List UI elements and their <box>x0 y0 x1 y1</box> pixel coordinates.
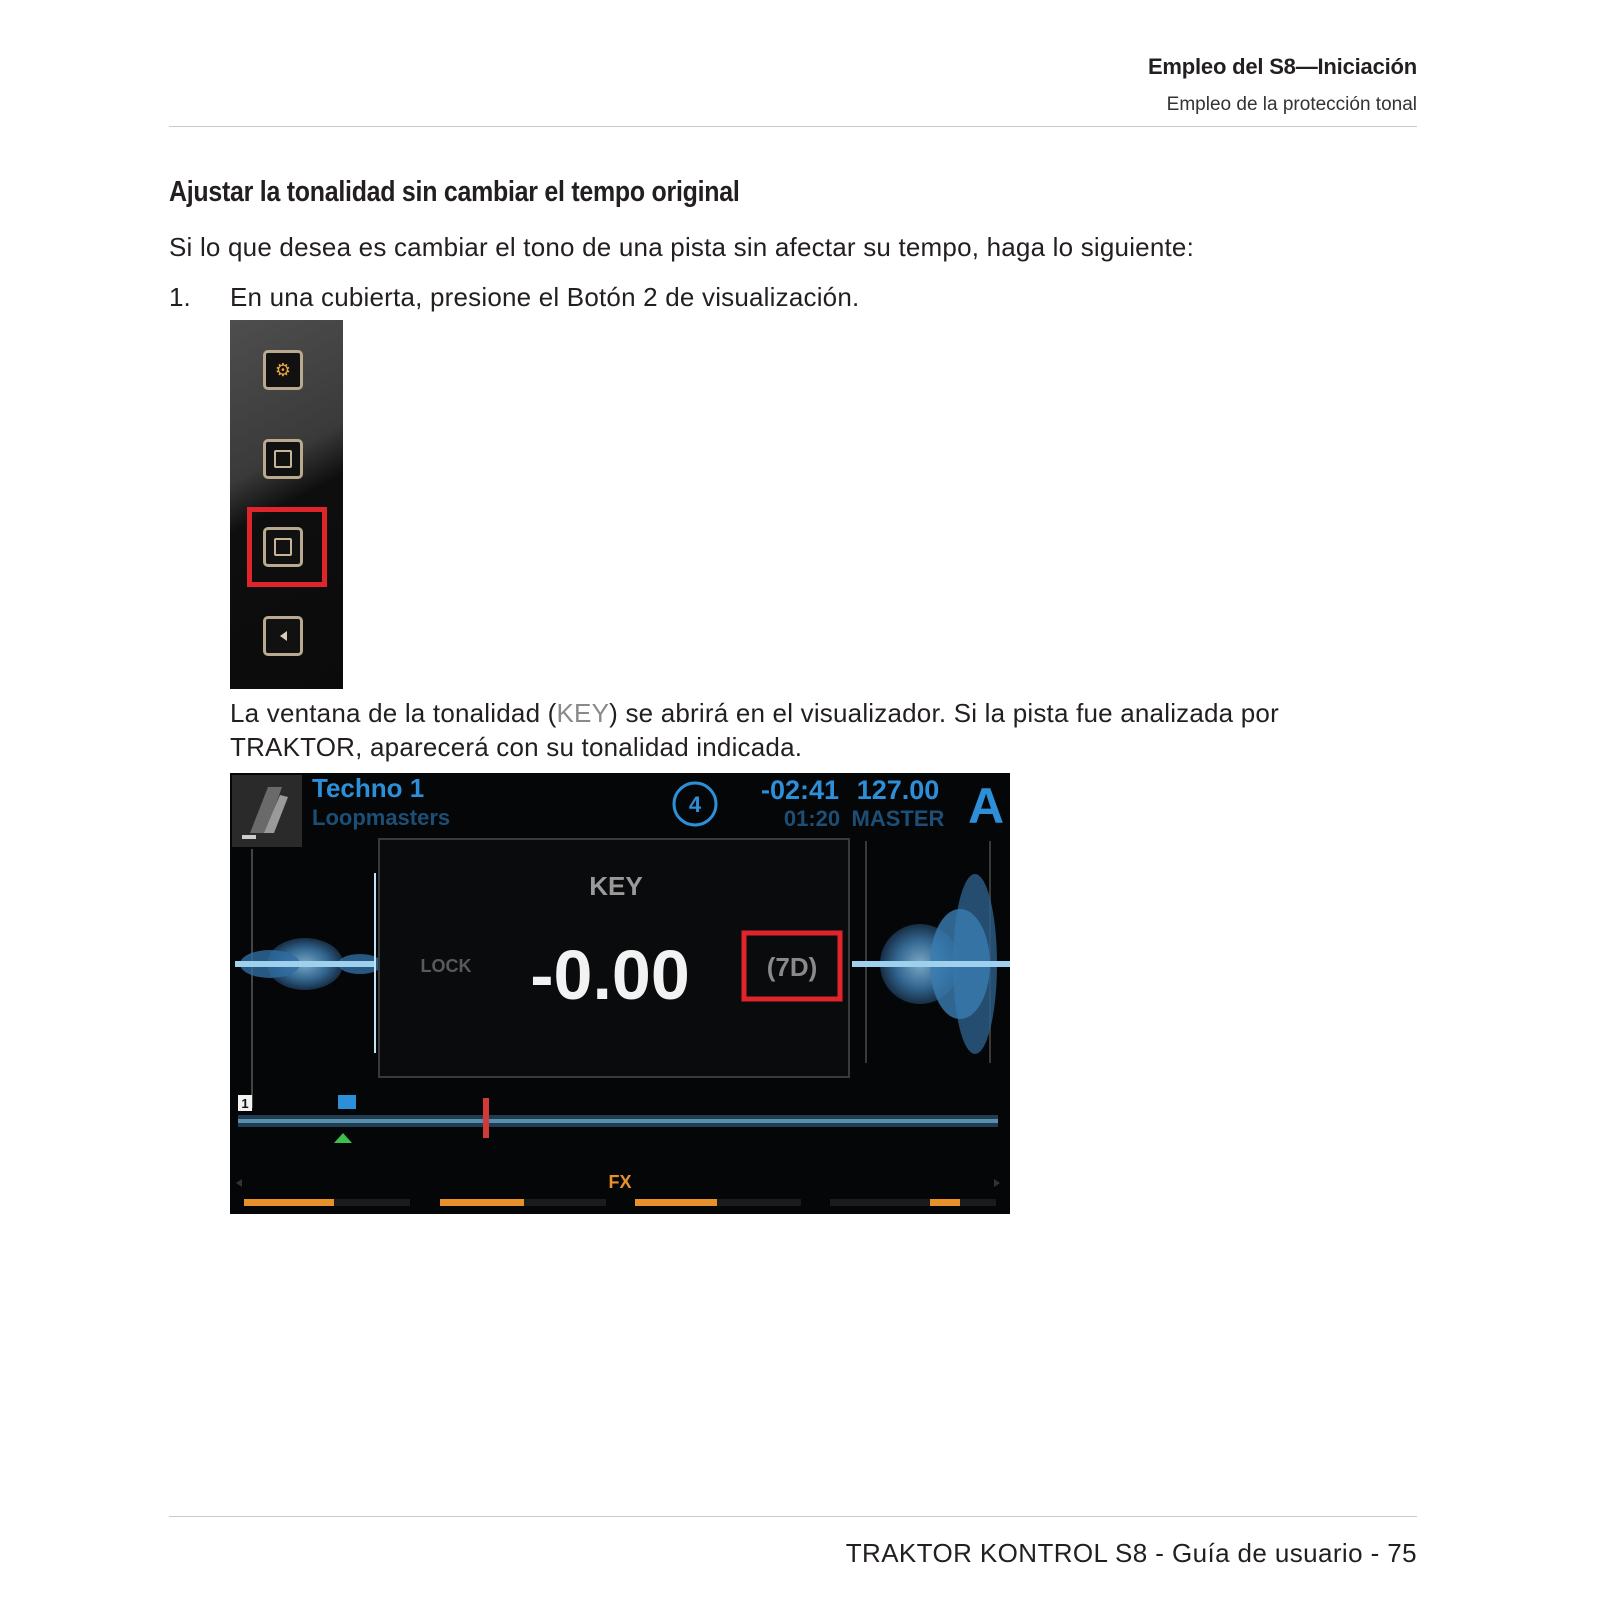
fx-level-1 <box>244 1199 334 1206</box>
key-panel-title: KEY <box>589 871 643 901</box>
load-marker-icon <box>334 1133 352 1143</box>
bpm-value: 127.00 <box>856 775 940 805</box>
display-buttons-figure <box>230 320 343 689</box>
waveform-left <box>235 873 382 1053</box>
gear-icon: ⚙ <box>274 360 292 380</box>
fx-level-4 <box>930 1199 960 1206</box>
square-icon <box>274 450 292 468</box>
deck-letter: A <box>968 778 1005 834</box>
display-button-1 <box>263 350 303 390</box>
key-reference: KEY <box>556 698 610 728</box>
fx-level-2 <box>440 1199 524 1206</box>
intro-paragraph: Si lo que desea es cambiar el tono de una pista sin afectar su tempo, haga lo siguiente: <box>169 232 1195 262</box>
page-footer: TRAKTOR KONTROL S8 - Guía de usuario - 75 <box>845 1538 1417 1568</box>
running-title: Empleo del S8—Iniciación <box>1147 54 1417 79</box>
elapsed-time: 01:20 <box>783 806 841 831</box>
track-overview <box>238 1095 998 1143</box>
fx-label: FX <box>608 1172 632 1192</box>
step-number: 1. <box>169 282 191 312</box>
fx-bars <box>244 1199 996 1206</box>
step-text: En una cubierta, presione el Botón 2 de visualización. <box>230 282 860 312</box>
header-rule <box>169 126 1417 127</box>
footer-rule <box>169 1516 1417 1517</box>
cue-marker-label: 1 <box>241 1096 249 1111</box>
waveform-right <box>852 874 1010 1054</box>
result-paragraph <box>230 696 1410 764</box>
nav-left-icon <box>236 1179 242 1187</box>
track-title: Techno 1 <box>312 773 425 803</box>
result-text-before: La ventana de la tonalidad ( <box>230 698 557 728</box>
beat-indicator-value: 4 <box>688 792 702 817</box>
lock-label: LOCK <box>420 956 472 976</box>
track-artist: Loopmasters <box>312 805 451 830</box>
traktor-display-figure <box>230 773 1010 1214</box>
fx-level-3 <box>635 1199 717 1206</box>
section-heading: Ajustar la tonalidad sin cambiar el tempo original <box>169 176 740 208</box>
sync-label: MASTER <box>851 806 945 831</box>
back-arrow-icon <box>280 631 287 641</box>
key-value: -0.00 <box>530 936 690 1014</box>
cover-art <box>232 775 302 847</box>
result-text-after: ) se abrirá en el visualizador. Si la pista fue analizada por TRAKTOR, aparecerá con su tonalidad indicada. <box>230 698 1279 762</box>
remaining-time: -02:41 <box>760 775 840 805</box>
running-subtitle: Empleo de la protección tonal <box>1166 94 1417 115</box>
display-button-4 <box>263 616 303 656</box>
highlight-box <box>247 507 327 587</box>
key-code: (7D) <box>766 952 818 982</box>
playhead <box>483 1098 489 1138</box>
display-button-2 <box>263 439 303 479</box>
nav-right-icon <box>994 1179 1000 1187</box>
